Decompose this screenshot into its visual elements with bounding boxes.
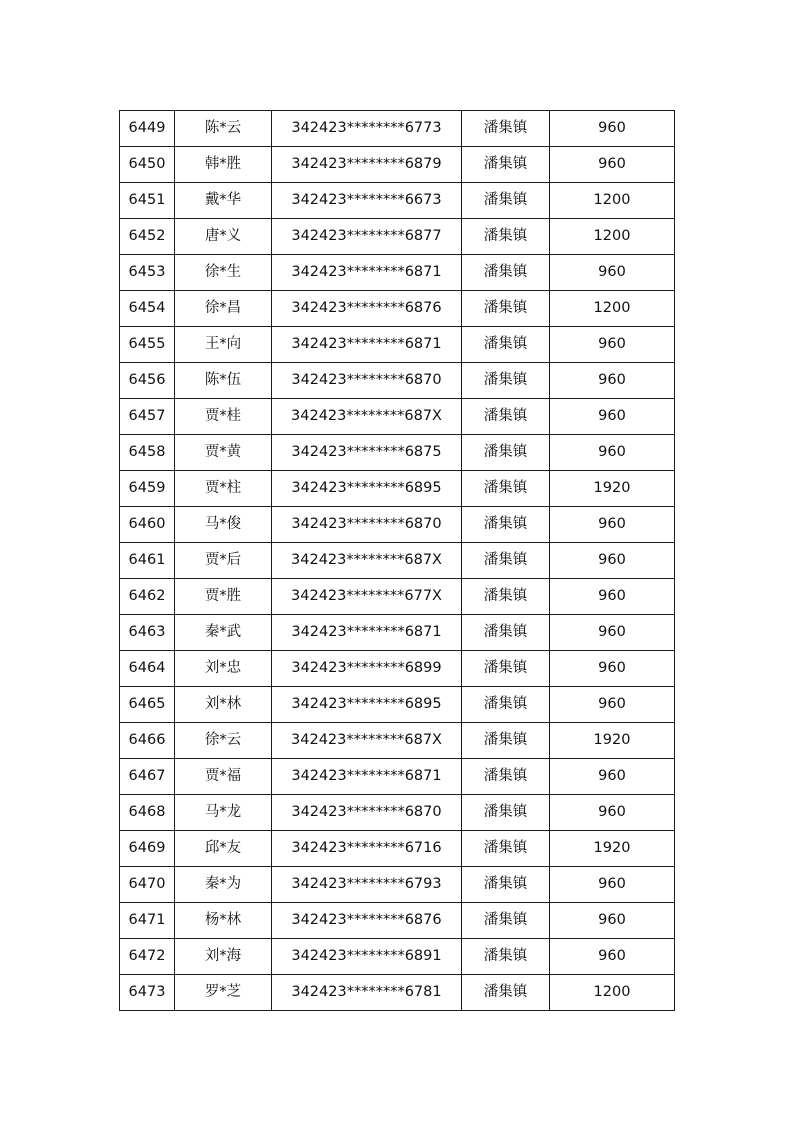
name-cell: 马*俊 bbox=[175, 507, 272, 543]
id-number-cell: 342423********687X bbox=[272, 399, 462, 435]
row-number-cell: 6465 bbox=[120, 687, 175, 723]
id-number-cell: 342423********6895 bbox=[272, 687, 462, 723]
table-row bbox=[120, 399, 675, 435]
town-cell: 潘集镇 bbox=[462, 363, 550, 399]
amount-cell: 960 bbox=[550, 147, 675, 183]
row-number-cell: 6457 bbox=[120, 399, 175, 435]
name-cell: 唐*义 bbox=[175, 219, 272, 255]
row-number-cell: 6456 bbox=[120, 363, 175, 399]
table-row bbox=[120, 219, 675, 255]
table-row bbox=[120, 507, 675, 543]
table-row bbox=[120, 291, 675, 327]
amount-cell: 960 bbox=[550, 507, 675, 543]
row-number-cell: 6469 bbox=[120, 831, 175, 867]
table-row bbox=[120, 327, 675, 363]
row-number-cell: 6473 bbox=[120, 975, 175, 1011]
name-cell: 秦*武 bbox=[175, 615, 272, 651]
amount-cell: 960 bbox=[550, 327, 675, 363]
id-number-cell: 342423********6781 bbox=[272, 975, 462, 1011]
table-row bbox=[120, 651, 675, 687]
town-cell: 潘集镇 bbox=[462, 327, 550, 363]
name-cell: 杨*林 bbox=[175, 903, 272, 939]
amount-cell: 960 bbox=[550, 615, 675, 651]
town-cell: 潘集镇 bbox=[462, 543, 550, 579]
table-row bbox=[120, 939, 675, 975]
row-number-cell: 6470 bbox=[120, 867, 175, 903]
town-cell: 潘集镇 bbox=[462, 147, 550, 183]
name-cell: 贾*黄 bbox=[175, 435, 272, 471]
id-number-cell: 342423********6773 bbox=[272, 111, 462, 147]
id-number-cell: 342423********6870 bbox=[272, 795, 462, 831]
row-number-cell: 6463 bbox=[120, 615, 175, 651]
id-number-cell: 342423********6876 bbox=[272, 291, 462, 327]
table-row bbox=[120, 147, 675, 183]
name-cell: 王*向 bbox=[175, 327, 272, 363]
records-table bbox=[119, 110, 675, 1011]
town-cell: 潘集镇 bbox=[462, 471, 550, 507]
id-number-cell: 342423********677X bbox=[272, 579, 462, 615]
table-row bbox=[120, 723, 675, 759]
name-cell: 徐*云 bbox=[175, 723, 272, 759]
id-number-cell: 342423********687X bbox=[272, 543, 462, 579]
row-number-cell: 6459 bbox=[120, 471, 175, 507]
name-cell: 徐*生 bbox=[175, 255, 272, 291]
row-number-cell: 6455 bbox=[120, 327, 175, 363]
table-row bbox=[120, 615, 675, 651]
id-number-cell: 342423********6793 bbox=[272, 867, 462, 903]
amount-cell: 1200 bbox=[550, 291, 675, 327]
amount-cell: 960 bbox=[550, 399, 675, 435]
amount-cell: 960 bbox=[550, 255, 675, 291]
amount-cell: 1920 bbox=[550, 471, 675, 507]
id-number-cell: 342423********6716 bbox=[272, 831, 462, 867]
table-row bbox=[120, 687, 675, 723]
row-number-cell: 6462 bbox=[120, 579, 175, 615]
amount-cell: 1200 bbox=[550, 975, 675, 1011]
town-cell: 潘集镇 bbox=[462, 579, 550, 615]
row-number-cell: 6451 bbox=[120, 183, 175, 219]
row-number-cell: 6449 bbox=[120, 111, 175, 147]
amount-cell: 960 bbox=[550, 543, 675, 579]
town-cell: 潘集镇 bbox=[462, 975, 550, 1011]
town-cell: 潘集镇 bbox=[462, 903, 550, 939]
amount-cell: 960 bbox=[550, 435, 675, 471]
amount-cell: 960 bbox=[550, 903, 675, 939]
id-number-cell: 342423********6871 bbox=[272, 615, 462, 651]
amount-cell: 960 bbox=[550, 687, 675, 723]
town-cell: 潘集镇 bbox=[462, 435, 550, 471]
row-number-cell: 6472 bbox=[120, 939, 175, 975]
name-cell: 秦*为 bbox=[175, 867, 272, 903]
town-cell: 潘集镇 bbox=[462, 219, 550, 255]
name-cell: 刘*忠 bbox=[175, 651, 272, 687]
name-cell: 罗*芝 bbox=[175, 975, 272, 1011]
row-number-cell: 6471 bbox=[120, 903, 175, 939]
row-number-cell: 6466 bbox=[120, 723, 175, 759]
town-cell: 潘集镇 bbox=[462, 867, 550, 903]
id-number-cell: 342423********6879 bbox=[272, 147, 462, 183]
table-row bbox=[120, 831, 675, 867]
id-number-cell: 342423********687X bbox=[272, 723, 462, 759]
name-cell: 马*龙 bbox=[175, 795, 272, 831]
amount-cell: 1200 bbox=[550, 219, 675, 255]
name-cell: 陈*伍 bbox=[175, 363, 272, 399]
id-number-cell: 342423********6870 bbox=[272, 363, 462, 399]
name-cell: 陈*云 bbox=[175, 111, 272, 147]
row-number-cell: 6461 bbox=[120, 543, 175, 579]
town-cell: 潘集镇 bbox=[462, 183, 550, 219]
id-number-cell: 342423********6871 bbox=[272, 759, 462, 795]
town-cell: 潘集镇 bbox=[462, 687, 550, 723]
row-number-cell: 6460 bbox=[120, 507, 175, 543]
table-row bbox=[120, 795, 675, 831]
amount-cell: 1200 bbox=[550, 183, 675, 219]
row-number-cell: 6464 bbox=[120, 651, 175, 687]
name-cell: 贾*桂 bbox=[175, 399, 272, 435]
table-row bbox=[120, 759, 675, 795]
id-number-cell: 342423********6891 bbox=[272, 939, 462, 975]
table-row bbox=[120, 471, 675, 507]
row-number-cell: 6454 bbox=[120, 291, 175, 327]
id-number-cell: 342423********6673 bbox=[272, 183, 462, 219]
town-cell: 潘集镇 bbox=[462, 759, 550, 795]
amount-cell: 960 bbox=[550, 363, 675, 399]
table-row bbox=[120, 975, 675, 1011]
table-row bbox=[120, 543, 675, 579]
town-cell: 潘集镇 bbox=[462, 831, 550, 867]
amount-cell: 960 bbox=[550, 759, 675, 795]
amount-cell: 960 bbox=[550, 579, 675, 615]
row-number-cell: 6468 bbox=[120, 795, 175, 831]
name-cell: 戴*华 bbox=[175, 183, 272, 219]
name-cell: 徐*昌 bbox=[175, 291, 272, 327]
town-cell: 潘集镇 bbox=[462, 507, 550, 543]
town-cell: 潘集镇 bbox=[462, 723, 550, 759]
town-cell: 潘集镇 bbox=[462, 795, 550, 831]
id-number-cell: 342423********6875 bbox=[272, 435, 462, 471]
row-number-cell: 6453 bbox=[120, 255, 175, 291]
id-number-cell: 342423********6876 bbox=[272, 903, 462, 939]
id-number-cell: 342423********6877 bbox=[272, 219, 462, 255]
town-cell: 潘集镇 bbox=[462, 939, 550, 975]
row-number-cell: 6452 bbox=[120, 219, 175, 255]
amount-cell: 960 bbox=[550, 651, 675, 687]
name-cell: 贾*福 bbox=[175, 759, 272, 795]
row-number-cell: 6458 bbox=[120, 435, 175, 471]
table-row bbox=[120, 111, 675, 147]
name-cell: 刘*林 bbox=[175, 687, 272, 723]
amount-cell: 960 bbox=[550, 939, 675, 975]
id-number-cell: 342423********6870 bbox=[272, 507, 462, 543]
table-row bbox=[120, 183, 675, 219]
id-number-cell: 342423********6871 bbox=[272, 255, 462, 291]
table-row bbox=[120, 867, 675, 903]
amount-cell: 960 bbox=[550, 111, 675, 147]
table-row bbox=[120, 579, 675, 615]
row-number-cell: 6467 bbox=[120, 759, 175, 795]
town-cell: 潘集镇 bbox=[462, 615, 550, 651]
table-row bbox=[120, 255, 675, 291]
id-number-cell: 342423********6899 bbox=[272, 651, 462, 687]
table-row bbox=[120, 363, 675, 399]
name-cell: 韩*胜 bbox=[175, 147, 272, 183]
town-cell: 潘集镇 bbox=[462, 111, 550, 147]
amount-cell: 1920 bbox=[550, 723, 675, 759]
row-number-cell: 6450 bbox=[120, 147, 175, 183]
table-row bbox=[120, 903, 675, 939]
records-table-body bbox=[120, 111, 675, 1011]
town-cell: 潘集镇 bbox=[462, 399, 550, 435]
name-cell: 贾*柱 bbox=[175, 471, 272, 507]
name-cell: 刘*海 bbox=[175, 939, 272, 975]
id-number-cell: 342423********6895 bbox=[272, 471, 462, 507]
table-row bbox=[120, 435, 675, 471]
town-cell: 潘集镇 bbox=[462, 255, 550, 291]
id-number-cell: 342423********6871 bbox=[272, 327, 462, 363]
name-cell: 邱*友 bbox=[175, 831, 272, 867]
name-cell: 贾*胜 bbox=[175, 579, 272, 615]
amount-cell: 1920 bbox=[550, 831, 675, 867]
amount-cell: 960 bbox=[550, 795, 675, 831]
amount-cell: 960 bbox=[550, 867, 675, 903]
town-cell: 潘集镇 bbox=[462, 651, 550, 687]
town-cell: 潘集镇 bbox=[462, 291, 550, 327]
name-cell: 贾*后 bbox=[175, 543, 272, 579]
